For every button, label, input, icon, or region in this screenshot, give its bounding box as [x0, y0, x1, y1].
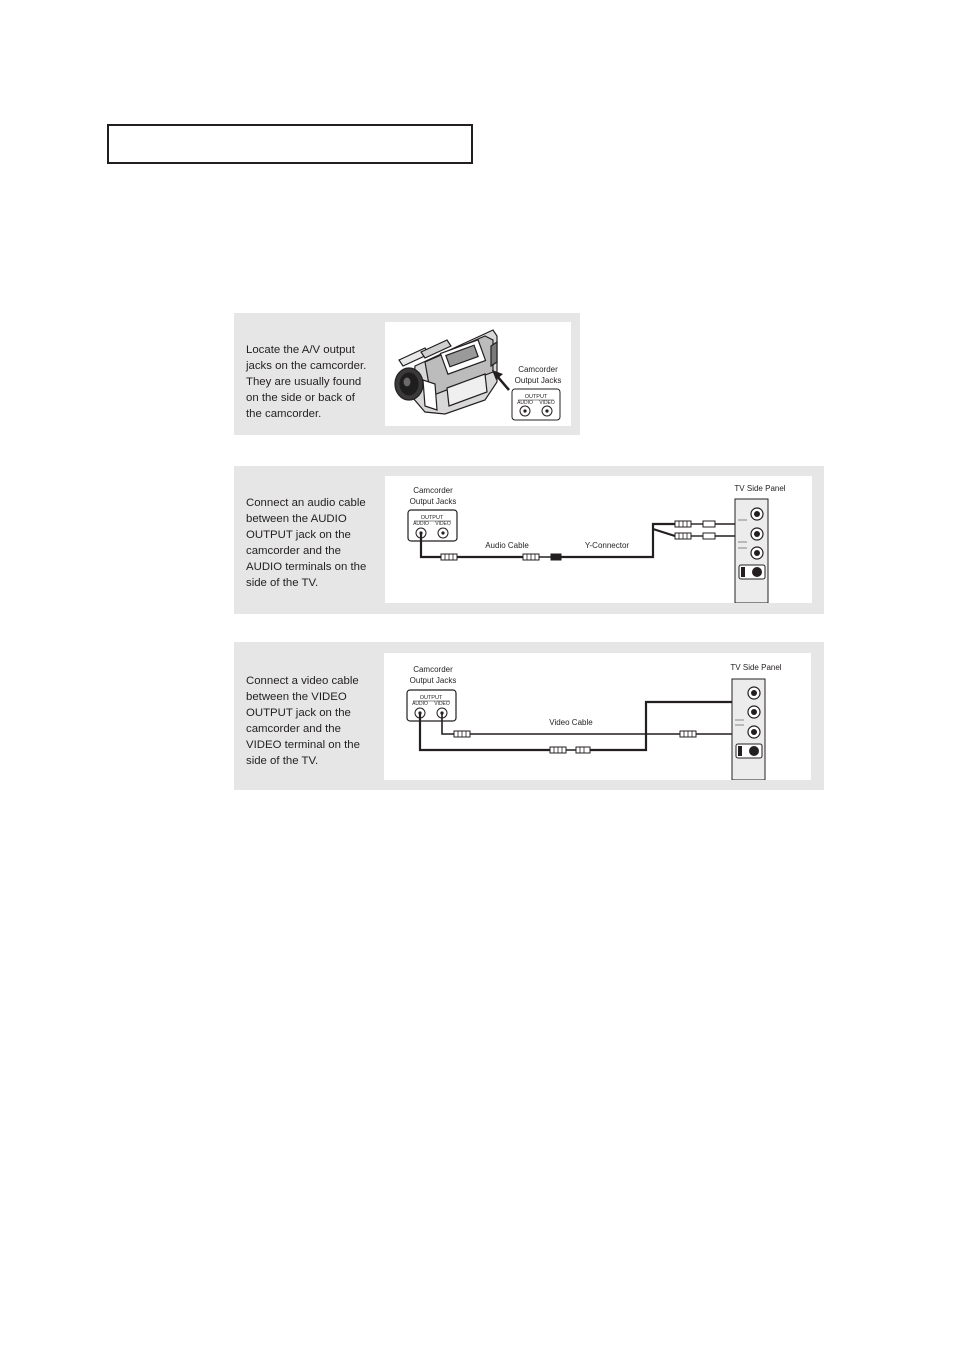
- step-2-line: camcorder and the: [246, 545, 341, 557]
- audio-cable: [421, 524, 675, 560]
- tv-side-panel-label: TV Side Panel: [730, 663, 782, 672]
- video-label: VIDEO: [434, 701, 450, 707]
- camcorder-icon: [395, 330, 497, 414]
- step-1-line: jacks on the camcorder.: [246, 360, 367, 372]
- camcorder-label: Camcorder: [413, 665, 453, 674]
- audio-cable-label: Audio Cable: [485, 541, 529, 550]
- camcorder-illustration: [385, 322, 571, 426]
- step-3-line: between the VIDEO: [246, 691, 347, 703]
- step-2-line: side of the TV.: [246, 577, 319, 589]
- camcorder-output-jacks: [408, 510, 457, 541]
- step-2-text: [246, 495, 374, 591]
- step-3-line: Connect a video cable: [246, 675, 359, 687]
- step-3-panel: [234, 642, 824, 790]
- step-2-line: between the AUDIO: [246, 513, 347, 525]
- camcorder-output-jacks: [407, 690, 456, 721]
- output-jacks-label: Output Jacks: [409, 497, 457, 506]
- video-cable-label: Video Cable: [549, 718, 593, 727]
- tv-side-panel: [732, 679, 765, 780]
- video-connection-diagram: [384, 653, 811, 780]
- step-1-panel: [234, 313, 580, 435]
- step-1-figure: [385, 322, 571, 426]
- step-3-figure: [384, 653, 811, 780]
- title-box: [107, 124, 473, 164]
- audio-connection-diagram: [385, 476, 812, 603]
- output-jacks-label: Output Jacks: [409, 676, 457, 685]
- step-2-panel: [234, 466, 824, 614]
- tv-side-panel: [735, 499, 768, 603]
- step-2-line: OUTPUT jack on the: [246, 529, 351, 541]
- step-2-figure: [385, 476, 812, 603]
- step-1-line: Locate the A/V output: [246, 344, 355, 356]
- step-1-text: [246, 342, 374, 422]
- step-1-line: on the side or back of: [246, 392, 355, 404]
- step-1-line: the camcorder.: [246, 408, 322, 420]
- output-jacks-label: Output Jacks: [514, 376, 562, 385]
- y-connector-label: Y-Connector: [584, 541, 630, 550]
- tv-side-panel-label: TV Side Panel: [734, 484, 786, 493]
- step-2-line: AUDIO terminals on the: [246, 561, 367, 573]
- step-3-line: side of the TV.: [246, 755, 319, 767]
- step-1-line: They are usually found: [246, 376, 362, 388]
- audio-side-cable: [420, 702, 734, 753]
- camcorder-label: Camcorder: [413, 486, 453, 495]
- output-label: OUTPUT: [524, 394, 548, 400]
- audio-label: AUDIO: [517, 400, 533, 406]
- output-label: OUTPUT: [419, 695, 443, 701]
- output-label: OUTPUT: [420, 515, 444, 521]
- step-3-line: OUTPUT jack on the: [246, 707, 351, 719]
- output-jack-panel: [512, 389, 560, 420]
- video-label: VIDEO: [539, 400, 555, 406]
- step-2-line: Connect an audio cable: [246, 497, 366, 509]
- step-3-text: [246, 673, 374, 769]
- audio-label: AUDIO: [412, 701, 428, 707]
- audio-label: AUDIO: [413, 521, 429, 527]
- camcorder-label: Camcorder: [518, 365, 558, 374]
- video-label: VIDEO: [435, 521, 451, 527]
- step-3-line: camcorder and the: [246, 723, 341, 735]
- step-3-line: VIDEO terminal on the: [246, 739, 360, 751]
